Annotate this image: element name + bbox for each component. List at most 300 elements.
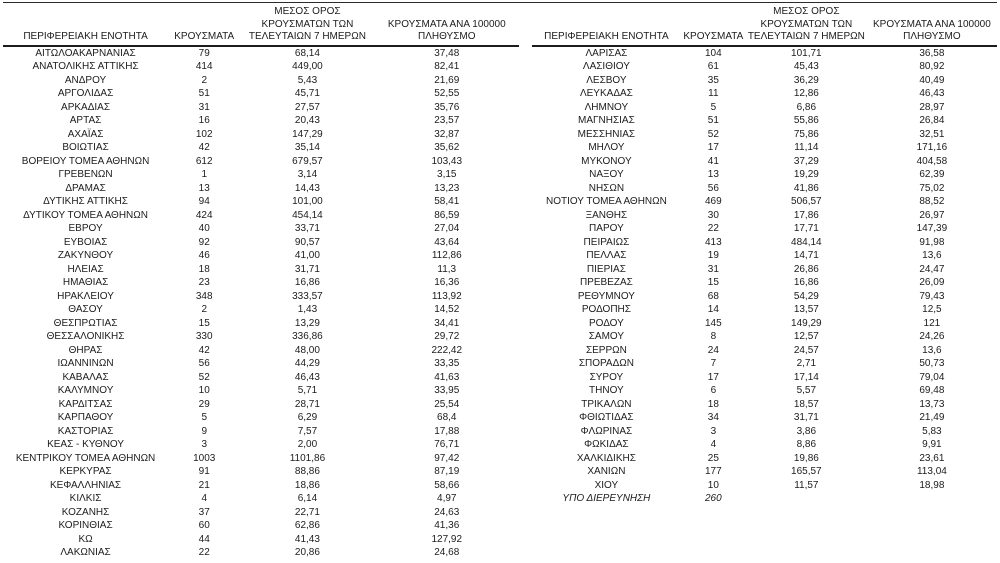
per100k-cell: 5,83	[922, 425, 942, 437]
per100k-cell: 21,49	[919, 412, 945, 423]
per100k-cell: 171,16	[916, 142, 948, 153]
cases-cell: 56	[198, 358, 210, 369]
per100k-cell: 24,47	[919, 263, 945, 275]
region-cell: ΡΕΘΥΜΝΟΥ	[577, 290, 635, 302]
per100k-cell: 87,19	[434, 466, 460, 477]
table-header	[3, 3, 519, 46]
cases-cell: 9	[201, 425, 207, 437]
avg7-cell: 22,71	[294, 506, 320, 518]
per100k-cell: 113,04	[916, 466, 947, 477]
table-row	[3, 357, 519, 371]
avg7-cell: 2,00	[297, 439, 318, 450]
table-row	[3, 533, 519, 547]
table-row	[532, 344, 997, 358]
table-row	[3, 330, 519, 344]
table-row	[3, 479, 519, 493]
per100k-cell: 68,4	[437, 412, 457, 423]
avg7-cell: 45,71	[294, 88, 320, 99]
region-cell: ΚΟΡΙΝΘΙΑΣ	[58, 520, 113, 531]
region-cell: ΜΥΚΟΝΟΥ	[581, 155, 632, 167]
cases-cell: 3	[201, 439, 207, 450]
table-row	[532, 74, 997, 88]
cases-cell: 13	[707, 169, 719, 180]
region-cell: ΛΕΣΒΟΥ	[586, 74, 627, 86]
region-cell: ΘΗΡΑΣ	[68, 344, 103, 356]
avg7-cell: 17,71	[793, 223, 819, 234]
per100k-cell: 127,92	[431, 533, 463, 545]
table-row	[532, 114, 997, 128]
region-cell: ΑΧΑΪΑΣ	[67, 128, 104, 140]
table-row	[532, 249, 997, 263]
region-cell: ΚΑΛΥΜΝΟΥ	[57, 385, 114, 396]
region-cell: ΧΑΛΚΙΔΙΚΗΣ	[576, 452, 636, 464]
table-row	[3, 128, 519, 142]
region-cell: ΑΡΚΑΔΙΑΣ	[61, 101, 111, 113]
cases-cell: 348	[195, 290, 213, 302]
avg7-cell: 18,57	[793, 398, 819, 410]
cases-cell: 3	[710, 425, 717, 437]
table-row	[3, 101, 519, 115]
per100k-cell: 35,76	[434, 101, 460, 113]
per100k-cell: 76,71	[434, 439, 460, 450]
per100k-cell: 50,73	[919, 358, 945, 369]
table-row	[3, 303, 519, 317]
table-row	[532, 168, 997, 182]
table-row	[3, 114, 519, 128]
cases-cell: 94	[198, 196, 210, 207]
cases-cell: 16	[198, 115, 210, 126]
cases-cell: 612	[195, 155, 213, 167]
table-row	[532, 357, 997, 371]
table-row	[3, 492, 519, 506]
per100k-cell: 121	[923, 317, 941, 329]
cases-cell: 1003	[193, 452, 216, 464]
avg7-cell: 11,14	[794, 142, 819, 153]
cases-cell: 4	[201, 493, 207, 504]
region-cell: ΠΙΕΡΙΑΣ	[586, 263, 626, 275]
region-cell: ΤΗΝΟΥ	[589, 385, 624, 396]
cases-cell: 2	[201, 304, 207, 315]
cases-cell: 22	[707, 223, 719, 234]
region-cell: ΚΕΝΤΡΙΚΟΥ ΤΟΜΕΑ ΑΘΗΝΩΝ	[15, 452, 156, 464]
per100k-cell: 40,49	[919, 74, 945, 86]
cases-cell: 22	[198, 547, 210, 558]
table-row	[3, 195, 519, 209]
avg7-cell: 1101,86	[289, 452, 326, 464]
region-cell: ΔΡΑΜΑΣ	[65, 182, 106, 194]
avg7-cell: 54,29	[793, 290, 819, 302]
per100k-cell: 4,97	[437, 493, 457, 504]
region-cell: ΗΜΑΘΙΑΣ	[62, 277, 109, 288]
region-cell: ΝΗΣΩΝ	[588, 182, 625, 194]
avg7-cell: 8,86	[796, 439, 817, 450]
per100k-cell: 13,73	[919, 398, 945, 410]
per100k-cell: 79,04	[919, 371, 945, 383]
avg7-cell: 149,29	[791, 317, 822, 329]
table-row	[532, 101, 997, 115]
region-cell: ΜΗΛΟΥ	[588, 142, 625, 153]
per100k-cell: 58,41	[434, 196, 460, 207]
avg7-cell: 44,29	[294, 358, 320, 369]
table-row	[532, 182, 997, 196]
region-cell: ΚΑΡΔΙΤΣΑΣ	[58, 398, 113, 410]
cases-cell: 92	[198, 236, 210, 248]
cases-cell: 8	[710, 331, 717, 342]
header-region: ΠΕΡΙΦΕΡΕΙΑΚΗ ΕΝΟΤΗΤΑ	[3, 3, 168, 46]
cases-cell: 25	[707, 452, 719, 464]
cases-cell: 177	[705, 466, 722, 477]
region-cell: ΜΕΣΣΗΝΙΑΣ	[577, 128, 636, 140]
table-row	[532, 60, 997, 74]
table-row	[3, 317, 519, 331]
avg7-cell: 449,00	[292, 61, 323, 72]
table-row	[532, 425, 997, 439]
per100k-cell: 80,92	[919, 61, 945, 72]
header-cases: ΚΡΟΥΣΜΑΤΑ	[168, 3, 240, 46]
region-cell: ΝΑΞΟΥ	[589, 169, 624, 180]
region-cell: ΔΥΤΙΚΗΣ ΑΤΤΙΚΗΣ	[43, 196, 128, 207]
region-cell: ΡΟΔΟΠΗΣ	[581, 304, 631, 315]
per100k-cell: 91,98	[919, 236, 945, 248]
header-avg7-line2: ΚΡΟΥΣΜΑΤΩΝ ΤΩΝ	[760, 18, 853, 30]
avg7-cell: 19,29	[793, 169, 819, 180]
avg7-cell: 13,57	[793, 304, 819, 315]
avg7-cell: 90,57	[294, 236, 320, 248]
per100k-cell: 33,95	[434, 385, 460, 396]
cases-cell: 104	[705, 47, 722, 59]
region-cell: ΥΠΟ ΔΙΕΡΕΥΝΗΣΗ	[562, 493, 651, 504]
header-per100k-line1: ΚΡΟΥΣΜΑΤΑ ΑΝΑ 100000	[873, 18, 991, 30]
cases-cell: 10	[707, 479, 719, 491]
region-cell: ΘΕΣΣΑΛΟΝΙΚΗΣ	[46, 331, 125, 342]
avg7-cell: 28,71	[294, 398, 320, 410]
avg7-cell: 68,14	[294, 47, 320, 59]
region-cell: ΕΒΡΟΥ	[68, 223, 103, 234]
header-avg7-line3: ΤΕΛΕΥΤΑΙΩΝ 7 ΗΜΕΡΩΝ	[248, 31, 366, 42]
avg7-cell: 14,43	[294, 182, 320, 194]
cases-cell: 60	[198, 520, 210, 531]
cases-cell: 23	[198, 277, 210, 288]
table-row	[3, 182, 519, 196]
avg7-cell: 3,14	[297, 169, 318, 180]
avg7-cell: 5,57	[796, 385, 817, 396]
per100k-cell: 34,41	[434, 317, 460, 329]
cases-cell: 6	[710, 385, 717, 396]
table-row	[532, 371, 997, 385]
per100k-cell: 26,97	[919, 209, 945, 221]
cases-cell: 24	[707, 344, 719, 356]
cases-cell: 13	[198, 182, 210, 194]
avg7-cell: 5,43	[297, 74, 318, 86]
per100k-cell: 97,42	[434, 452, 460, 464]
avg7-cell: 20,86	[294, 547, 320, 558]
avg7-cell: 16,86	[793, 277, 819, 288]
table-row	[3, 438, 519, 452]
table-row	[532, 492, 997, 506]
header-per100k	[867, 3, 997, 46]
avg7-cell: 454,14	[292, 209, 323, 221]
region-cell: ΛΑΚΩΝΙΑΣ	[60, 547, 111, 558]
per100k-cell: 24,26	[919, 331, 945, 342]
per100k-cell: 46,43	[919, 88, 945, 99]
per100k-cell: 26,09	[919, 277, 945, 288]
cases-cell: 424	[195, 209, 213, 221]
header-per100k-line2: ΠΛΗΘΥΣΜΟ	[903, 31, 961, 42]
table-row	[532, 290, 997, 304]
cases-cell: 15	[198, 317, 210, 329]
avg7-cell: 31,71	[294, 263, 320, 275]
avg7-cell	[746, 492, 867, 506]
cases-cell: 51	[198, 88, 210, 99]
region-cell: ΦΘΙΩΤΙΔΑΣ	[579, 412, 634, 423]
region-cell: ΛΑΣΙΘΙΟΥ	[582, 61, 630, 72]
header-cases: ΚΡΟΥΣΜΑΤΑ	[681, 3, 746, 46]
avg7-cell: 16,86	[294, 277, 320, 288]
cases-cell: 102	[195, 128, 213, 140]
region-cell: ΚΕΡΚΥΡΑΣ	[59, 466, 112, 477]
table-row	[3, 519, 519, 533]
table-row	[3, 168, 519, 182]
region-cell: ΚΕΑΣ - ΚΥΘΝΟΥ	[47, 439, 125, 450]
table-row	[3, 276, 519, 290]
region-cell: ΣΕΡΡΩΝ	[585, 344, 627, 356]
table-row	[3, 290, 519, 304]
region-cell: ΚΑΡΠΑΘΟΥ	[57, 412, 114, 423]
avg7-cell: 27,57	[294, 101, 320, 113]
region-cell: ΖΑΚΥΝΘΟΥ	[57, 250, 114, 261]
region-cell: ΓΡΕΒΕΝΩΝ	[58, 169, 113, 180]
cases-cell: 30	[707, 209, 719, 221]
region-cell: ΑΙΤΩΛΟΑΚΑΡΝΑΝΙΑΣ	[35, 47, 136, 59]
per100k-cell: 62,39	[919, 169, 945, 180]
region-cell: ΚΙΛΚΙΣ	[69, 493, 102, 504]
per100k-cell: 24,63	[434, 506, 460, 518]
avg7-cell: 12,86	[793, 88, 819, 99]
avg7-cell: 75,86	[793, 128, 819, 140]
table-row	[3, 60, 519, 74]
cases-cell: 68	[707, 290, 719, 302]
table-row	[532, 195, 997, 209]
per100k-cell: 16,36	[434, 277, 460, 288]
header-per100k-line1: ΚΡΟΥΣΜΑΤΑ ΑΝΑ 100000	[387, 18, 506, 30]
region-cell: ΒΟΡΕΙΟΥ ΤΟΜΕΑ ΑΘΗΝΩΝ	[21, 155, 150, 167]
region-cell: ΛΕΥΚΑΔΑΣ	[579, 88, 633, 99]
cases-cell: 56	[707, 182, 719, 194]
cases-cell: 19	[707, 250, 719, 261]
per100k-cell: 13,23	[434, 182, 460, 194]
cases-cell: 414	[195, 61, 213, 72]
per100k-cell: 17,88	[434, 425, 460, 437]
table-row	[3, 74, 519, 88]
region-cell: ΑΡΓΟΛΙΔΑΣ	[57, 88, 114, 99]
table-row	[532, 398, 997, 412]
avg7-cell: 20,43	[294, 115, 320, 126]
cases-cell: 44	[198, 533, 210, 545]
table-row	[3, 371, 519, 385]
per100k-cell: 41,63	[434, 371, 460, 383]
cases-cell: 21	[198, 479, 210, 491]
region-cell: ΙΩΑΝΝΙΝΩΝ	[57, 358, 114, 369]
per100k-cell: 27,04	[434, 223, 460, 234]
table-row	[3, 46, 519, 61]
cases-cell: 31	[707, 263, 719, 275]
avg7-cell: 11,57	[794, 479, 819, 491]
cases-cell: 145	[705, 317, 722, 329]
per100k-cell: 112,86	[431, 250, 462, 261]
cases-cell: 10	[198, 385, 210, 396]
table-row	[532, 438, 997, 452]
avg7-cell: 333,57	[292, 290, 323, 302]
table-row	[532, 384, 997, 398]
cases-cell: 14	[707, 304, 719, 315]
cases-cell: 37	[198, 506, 210, 518]
region-cell: ΛΗΜΝΟΥ	[584, 101, 629, 113]
avg7-cell: 33,71	[294, 223, 320, 234]
avg7-cell: 12,57	[793, 331, 819, 342]
header-row	[3, 3, 519, 46]
cases-cell: 18	[707, 398, 719, 410]
table-row	[532, 87, 997, 101]
avg7-cell: 1,43	[297, 304, 318, 315]
cases-cell: 5	[201, 412, 207, 423]
per100k-cell: 32,87	[434, 128, 460, 140]
avg7-cell: 41,00	[294, 250, 320, 261]
cases-cell: 52	[707, 128, 719, 140]
avg7-cell: 24,57	[793, 344, 819, 356]
regional-cases-table-left	[3, 3, 519, 560]
avg7-cell: 3,86	[796, 425, 817, 437]
per100k-cell: 113,92	[431, 290, 462, 302]
table-row	[3, 425, 519, 439]
header-avg7-line2: ΚΡΟΥΣΜΑΤΩΝ ΤΩΝ	[261, 18, 354, 30]
region-cell: ΤΡΙΚΑΛΩΝ	[581, 398, 632, 410]
cases-cell: 15	[707, 277, 719, 288]
table-row	[3, 452, 519, 466]
header-avg7	[240, 3, 374, 46]
header-avg7-line1: ΜΕΣΟΣ ΟΡΟΣ	[274, 6, 341, 17]
table-row	[3, 87, 519, 101]
region-cell: ΚΩ	[78, 533, 93, 545]
header-avg7-line1: ΜΕΣΟΣ ΟΡΟΣ	[773, 6, 840, 17]
avg7-cell: 36,29	[793, 74, 819, 86]
per100k-cell: 33,35	[434, 358, 460, 369]
per100k-cell: 75,02	[919, 182, 945, 194]
per100k-cell: 43,64	[434, 236, 460, 248]
region-cell: ΣΑΜΟΥ	[588, 331, 625, 342]
avg7-cell: 6,29	[297, 412, 318, 423]
table-row	[532, 222, 997, 236]
table-row	[3, 344, 519, 358]
per100k-cell: 25,54	[434, 398, 460, 410]
table-body-right	[532, 46, 997, 506]
per100k-cell: 24,68	[434, 547, 460, 558]
region-cell: ΒΟΙΩΤΙΑΣ	[62, 142, 109, 153]
cases-cell: 469	[705, 196, 722, 207]
region-cell: ΠΡΕΒΕΖΑΣ	[579, 277, 633, 288]
cases-cell: 34	[707, 412, 719, 423]
cases-cell: 413	[705, 236, 722, 248]
cases-cell: 91	[198, 466, 210, 477]
cases-cell: 1	[201, 169, 207, 180]
region-cell: ΠΑΡΟΥ	[589, 223, 624, 234]
region-cell: ΣΠΟΡΑΔΩΝ	[578, 358, 634, 369]
table-row	[3, 236, 519, 250]
per100k-cell: 36,58	[919, 47, 945, 59]
avg7-cell: 62,86	[294, 520, 320, 531]
avg7-cell: 31,71	[793, 412, 819, 423]
region-cell: ΛΑΡΙΣΑΣ	[585, 47, 628, 59]
cases-cell: 17	[707, 371, 719, 383]
region-cell: ΧΙΟΥ	[594, 479, 619, 491]
header-per100k	[375, 3, 520, 46]
per100k-cell: 26,84	[919, 115, 945, 126]
table-row	[532, 317, 997, 331]
per100k-cell: 404,58	[916, 155, 948, 167]
region-cell: ΚΑΒΑΛΑΣ	[62, 371, 109, 383]
table-row	[532, 155, 997, 169]
table-row	[532, 411, 997, 425]
cases-cell: 7	[710, 358, 717, 369]
per100k-cell: 79,43	[919, 290, 945, 302]
table-row	[532, 209, 997, 223]
region-cell: ΘΑΣΟΥ	[68, 304, 103, 315]
region-cell: ΧΑΝΙΩΝ	[587, 466, 626, 477]
region-cell: ΚΑΣΤΟΡΙΑΣ	[57, 425, 114, 437]
avg7-cell: 484,14	[791, 236, 822, 248]
avg7-cell: 18,86	[294, 479, 320, 491]
table-row	[3, 222, 519, 236]
cases-cell: 42	[198, 344, 210, 356]
avg7-cell: 46,43	[294, 371, 320, 383]
avg7-cell: 101,00	[292, 196, 323, 207]
header-row	[532, 3, 997, 46]
region-cell: ΚΟΖΑΝΗΣ	[61, 506, 110, 518]
table-row	[3, 411, 519, 425]
cases-cell: 79	[198, 47, 210, 59]
cases-cell: 29	[198, 398, 210, 410]
table-row	[532, 46, 997, 61]
per100k-cell: 29,72	[434, 331, 460, 342]
table-row	[532, 479, 997, 493]
table-row	[3, 506, 519, 520]
avg7-cell: 37,29	[793, 155, 819, 167]
cases-cell: 5	[710, 101, 717, 113]
table-row	[3, 249, 519, 263]
table-row	[532, 465, 997, 479]
region-cell: ΦΛΩΡΙΝΑΣ	[580, 425, 633, 437]
per100k-cell: 21,69	[434, 74, 460, 86]
per100k-cell: 32,51	[919, 128, 945, 140]
table-body-left	[3, 46, 519, 560]
avg7-cell: 2,71	[796, 358, 817, 369]
avg7-cell: 17,14	[793, 371, 819, 383]
avg7-cell: 35,14	[294, 142, 320, 153]
region-cell: ΠΕΙΡΑΙΩΣ	[583, 236, 630, 248]
per100k-cell: 147,39	[916, 223, 948, 234]
avg7-cell: 165,57	[791, 466, 822, 477]
table-row	[532, 452, 997, 466]
table-header	[532, 3, 997, 46]
per100k-cell: 103,43	[431, 155, 463, 167]
avg7-cell: 41,43	[294, 533, 320, 545]
table-row	[3, 141, 519, 155]
cases-cell: 260	[705, 493, 722, 504]
per100k-cell: 23,61	[919, 452, 945, 464]
region-cell: ΡΟΔΟΥ	[588, 317, 624, 329]
per100k-cell: 37,48	[434, 47, 460, 59]
table-row	[532, 263, 997, 277]
table-row	[532, 276, 997, 290]
